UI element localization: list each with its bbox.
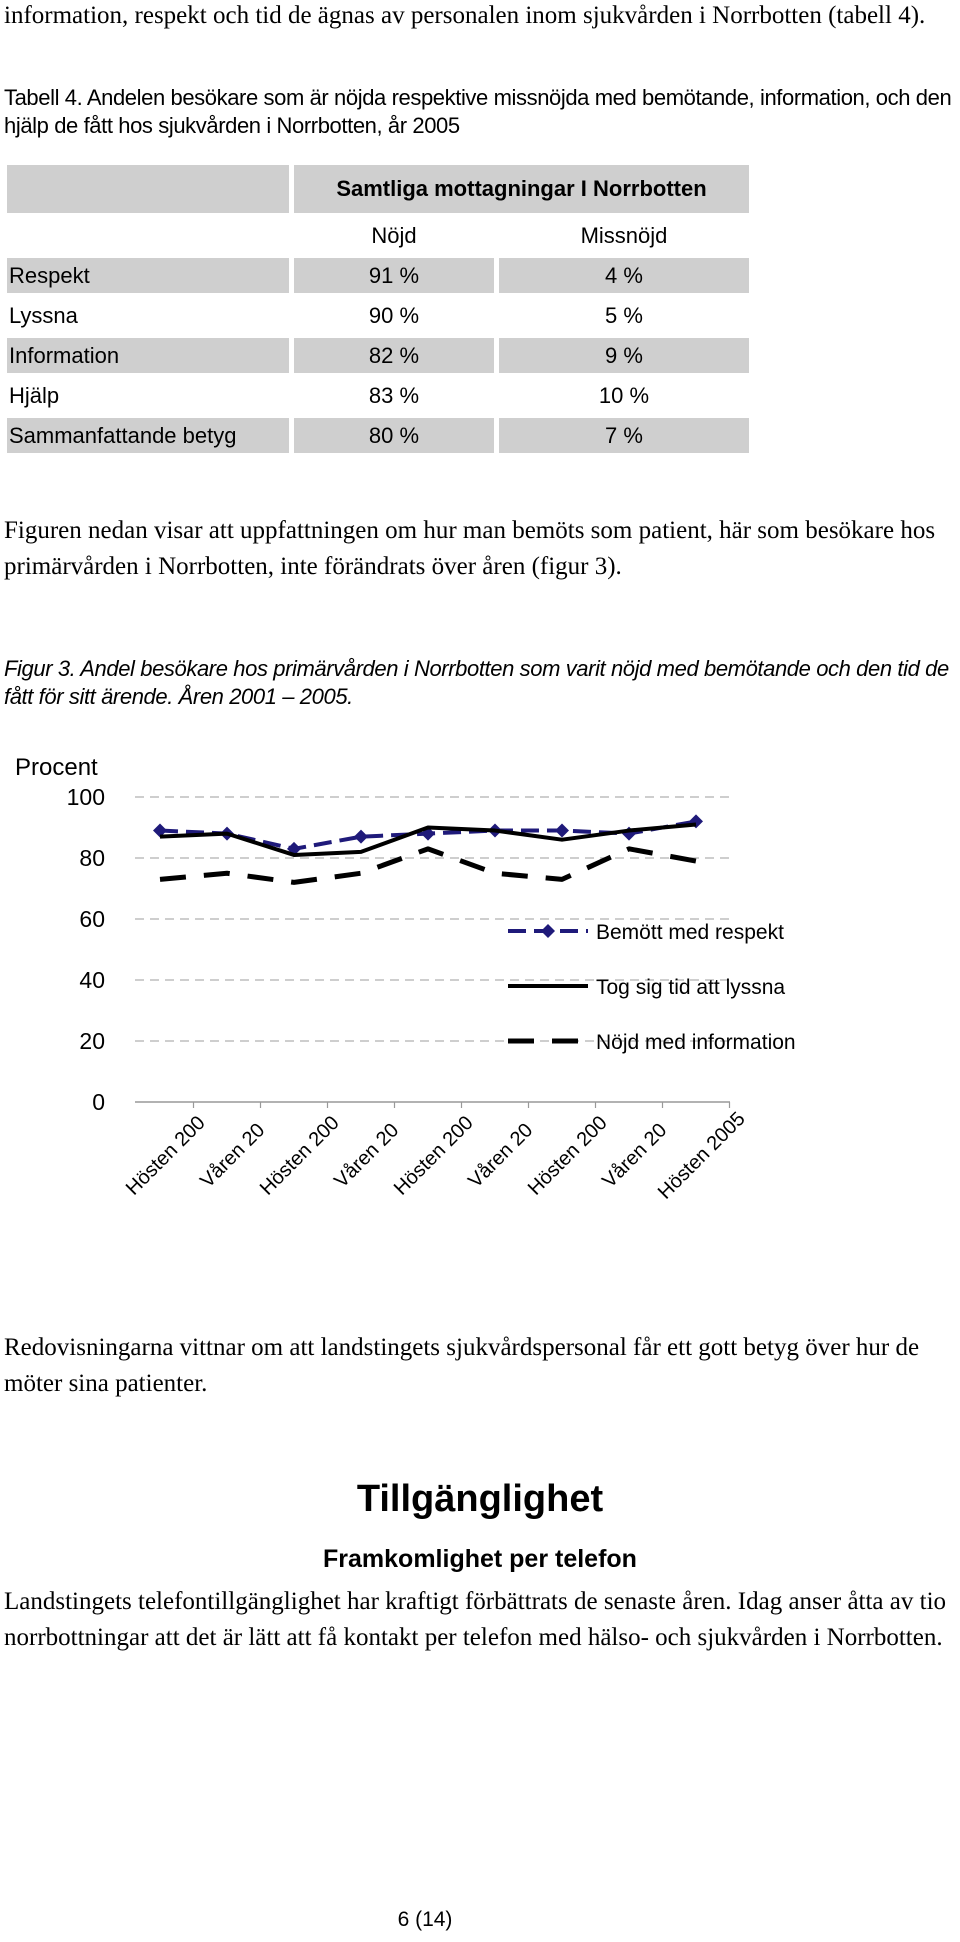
series-line — [160, 849, 696, 883]
x-tick-label: Våren 20 — [464, 1119, 538, 1193]
y-tick-label: 80 — [79, 845, 105, 871]
table-corner-cell — [7, 165, 289, 213]
figure-intro-paragraph: Figuren nedan visar att uppfattningen om hur man bemöts som patient, här som besökare hos primärvården i Norrbotten, inte förändrats över åren (figur 3). — [4, 517, 936, 580]
legend-label: Tog sig tid att lyssna — [596, 976, 786, 999]
table-row — [7, 258, 749, 293]
legend-label: Nöjd med information — [596, 1031, 796, 1054]
page-number: 6 (14) — [397, 1908, 453, 1931]
table-empty-header — [7, 218, 289, 253]
x-tick-label: Våren 20 — [330, 1119, 404, 1193]
subsection-title: Framkomlighet per telefon — [323, 1545, 637, 1573]
legend-marker — [541, 924, 555, 938]
data-point-diamond — [555, 824, 569, 838]
cell-missnojd: 7 % — [499, 418, 749, 453]
cell-nojd: 83 % — [294, 378, 494, 413]
intro-paragraph: information, respekt och tid de ägnas av personalen inom sjukvården i Norrbotten (tabell 4). — [4, 2, 926, 29]
table-caption: Tabell 4. Andelen besökare som är nöjda respektive missnöjda med bemötande, information, och den hjälp de fått hos sjukvården i Norrbotten, år 2005 — [4, 85, 952, 138]
row-label: Lyssna — [7, 298, 289, 333]
cell-missnojd: 9 % — [499, 338, 749, 373]
y-tick-label: 60 — [79, 906, 105, 932]
x-tick-label: Hösten 200 — [121, 1111, 210, 1200]
y-tick-label: 40 — [79, 967, 105, 993]
section-paragraph: Landstingets telefontillgänglighet har kraftigt förbättrats de senaste åren. Idag anser åtta av tio norrbottningar att det är lätt att få kontakt per telefon med hälso- och sjukvården i Norrbotten. — [4, 1588, 947, 1651]
cell-nojd: 80 % — [294, 418, 494, 453]
cell-nojd: 90 % — [294, 298, 494, 333]
row-label: Respekt — [7, 258, 289, 293]
y-tick-label: 20 — [79, 1028, 105, 1054]
y-axis-label: Procent — [15, 755, 98, 781]
legend-label: Bemött med respekt — [596, 921, 784, 944]
row-label: Information — [7, 338, 289, 373]
cell-nojd: 82 % — [294, 338, 494, 373]
x-tick-label: Hösten 200 — [523, 1111, 612, 1200]
x-tick-label: Hösten 2005 — [653, 1107, 750, 1204]
table-group-header: Samtliga mottagningar I Norrbotten — [294, 165, 749, 213]
y-tick-label: 0 — [92, 1089, 105, 1115]
column-header-missnojd: Missnöjd — [499, 218, 749, 253]
x-tick-label: Våren 20 — [196, 1119, 270, 1193]
table-row — [7, 418, 749, 453]
cell-nojd: 91 % — [294, 258, 494, 293]
y-tick-label: 100 — [66, 784, 105, 810]
table-column-header-row — [7, 218, 749, 253]
table-group-header-row — [7, 165, 749, 213]
cell-missnojd: 5 % — [499, 298, 749, 333]
chart-svg — [0, 755, 960, 1255]
section-title: Tillgänglighet — [356, 1478, 604, 1520]
table-row — [7, 378, 749, 413]
table-row — [7, 298, 749, 333]
data-table — [2, 160, 754, 458]
x-tick-label: Våren 20 — [598, 1119, 672, 1193]
row-label: Hjälp — [7, 378, 289, 413]
x-tick-label: Hösten 200 — [389, 1111, 478, 1200]
data-point-diamond — [354, 830, 368, 844]
column-header-nojd: Nöjd — [294, 218, 494, 253]
x-tick-label: Hösten 200 — [255, 1111, 344, 1200]
after-chart-paragraph: Redovisningarna vittnar om att landstingets sjukvårdspersonal får ett gott betyg över hur de möter sina patienter. — [4, 1334, 920, 1397]
row-label: Sammanfattande betyg — [7, 418, 289, 453]
cell-missnojd: 4 % — [499, 258, 749, 293]
line-chart — [0, 755, 960, 1255]
figure-caption: Figur 3. Andel besökare hos primärvården i Norrbotten som varit nöjd med bemötande och den tid de fått för sitt ärende. Åren 2001 – 2005. — [4, 656, 949, 709]
table-row — [7, 338, 749, 373]
cell-missnojd: 10 % — [499, 378, 749, 413]
